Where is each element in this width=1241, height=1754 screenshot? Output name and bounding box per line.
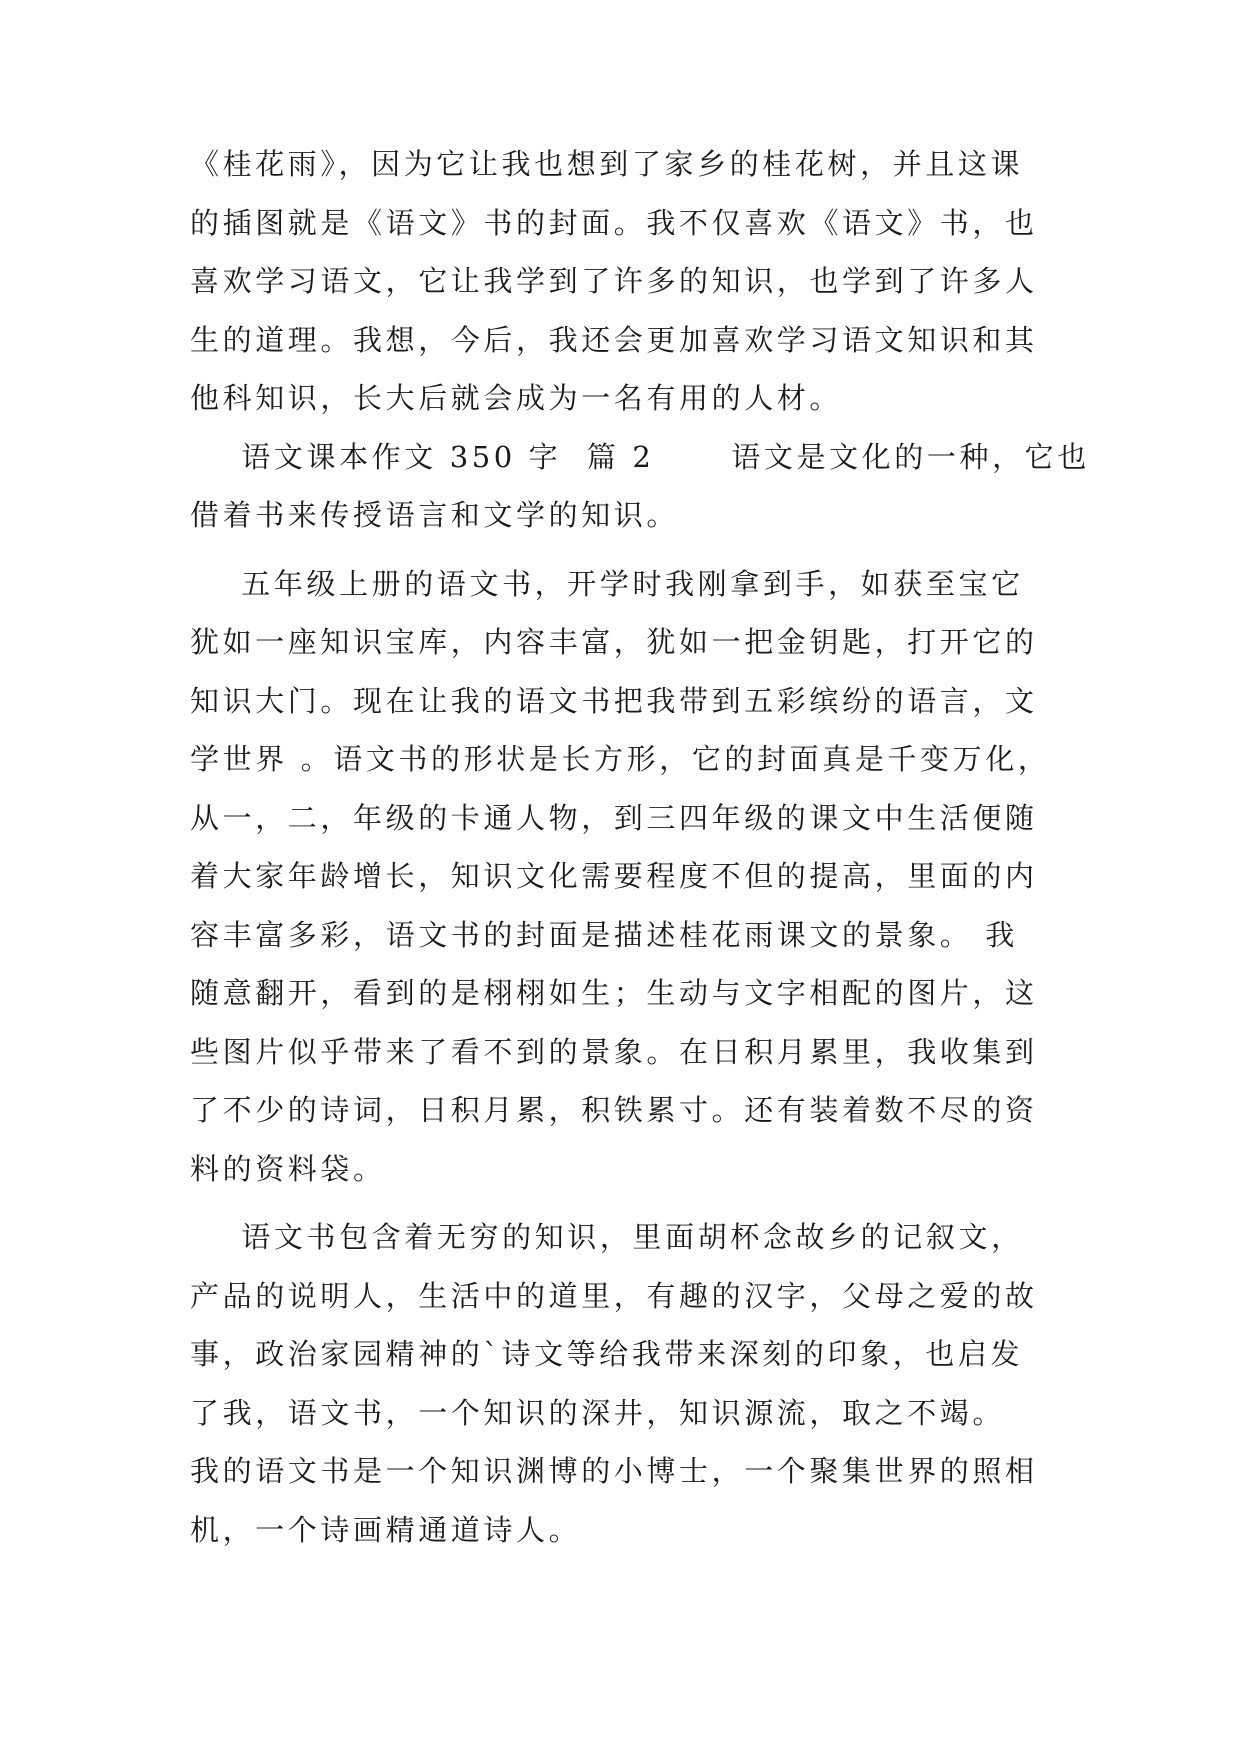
text-line: 容丰富多彩，语文书的封面是描述桂花雨课文的景象。 我 <box>190 917 1018 952</box>
text-line: 的插图就是《语文》书的封面。我不仅喜欢《语文》书，也 <box>190 205 1038 240</box>
text-line: 了我，语文书，一个知识的深井，知识源流，取之不竭。 <box>190 1395 1006 1430</box>
paragraph <box>190 1208 1060 1559</box>
text-line: 料的资料袋。 <box>190 1151 386 1186</box>
text-line: 从一，二，年级的卡通人物，到三四年级的课文中生活便随 <box>190 800 1038 835</box>
text-line: 他科知识，长大后就会成为一名有用的人材。 <box>190 381 843 415</box>
text-line: 了不少的诗词，日积月累，积铁累寸。还有装着数不尽的资 <box>190 1093 1038 1127</box>
text-line: 五年级上册的语文书，开学时我刚拿到手，如获至宝它 <box>190 566 1024 601</box>
text-line: 些图片似乎带来了看不到的景象。在日积月累里，我收集到 <box>190 1034 1038 1069</box>
text-line: 着大家年龄增长，知识文化需要程度不但的提高，里面的内 <box>190 859 1038 893</box>
text-line: 事，政治家园精神的`诗文等给我带来深刻的印象，也启发 <box>190 1337 1024 1371</box>
text-line: 机，一个诗画精通道诗人。 <box>190 1512 582 1547</box>
paragraph <box>190 135 1060 428</box>
paragraph <box>190 555 1060 1199</box>
text-line: 随意翻开，看到的是栩栩如生；生动与文字相配的图片，这 <box>190 976 1038 1010</box>
document-body <box>190 135 1090 1559</box>
text-line: 我的语文书是一个知识渊博的小博士，一个聚集世界的照相 <box>190 1454 1038 1488</box>
paragraph-gap <box>190 545 1060 555</box>
paragraph <box>190 428 1090 545</box>
text-line: 生的道理。我想，今后，我还会更加喜欢学习语文知识和其 <box>190 322 1038 357</box>
text-line: 喜欢学习语文，它让我学到了许多的知识，也学到了许多人 <box>190 264 1038 298</box>
text-line: 《桂花雨》，因为它让我也想到了家乡的桂花树，并且这课 <box>190 147 1024 181</box>
text-line: 语文书包含着无穷的知识，里面胡杯念故乡的记叙文， <box>190 1220 1024 1254</box>
text-line: 借着书来传授语言和文学的知识。 <box>190 498 680 532</box>
text-line: 知识大门。现在让我的语文书把我带到五彩缤纷的语言，文 <box>190 683 1038 718</box>
text-line: 产品的说明人，生活中的道里，有趣的汉字，父母之爱的故 <box>190 1278 1038 1313</box>
paragraph-gap <box>190 1198 1060 1208</box>
text-line: 犹如一座知识宝库，内容丰富，犹如一把金钥匙，打开它的 <box>190 625 1038 659</box>
text-line: 语文课本作文 350 字 篇 2 语文是文化的一种，它也 <box>190 439 1090 474</box>
text-line: 学世界 。语文书的形状是长方形，它的封面真是千变万化， <box>190 742 1051 776</box>
